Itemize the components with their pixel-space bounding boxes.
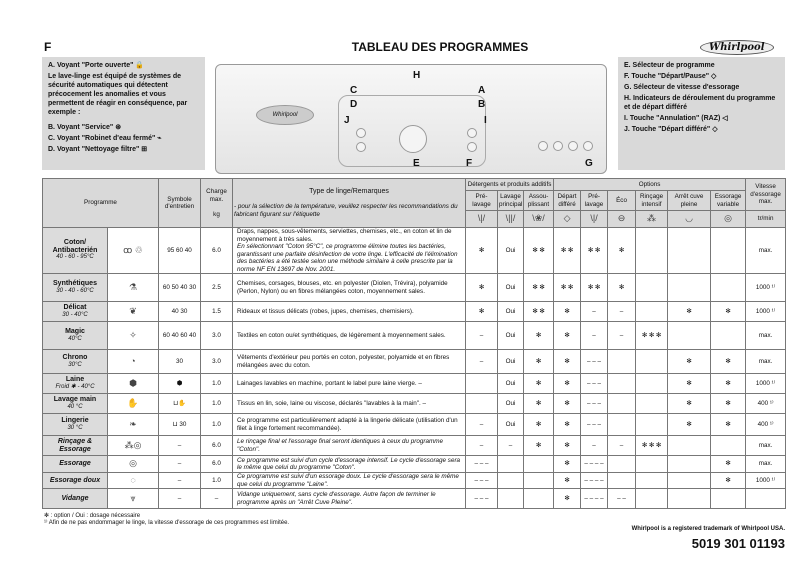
legend-h: H. Indicateurs de déroulement du programme et de départ différé <box>624 95 776 111</box>
option-cell-7 <box>668 322 711 350</box>
table-row <box>43 456 786 473</box>
program-selector-knob <box>399 125 427 153</box>
option-button-1 <box>538 141 548 151</box>
care-label: 30 <box>159 350 201 374</box>
program-name <box>43 489 108 509</box>
legend-a: A. Voyant "Porte ouverte" 🔒 <box>48 62 145 69</box>
option-cell-9 <box>746 489 786 509</box>
option-cell-7: ✻ <box>668 374 711 394</box>
program-name-label: Lingerie <box>61 417 89 424</box>
indicator-legend-left <box>42 57 205 170</box>
option-cell-9: max. <box>746 436 786 456</box>
table-row <box>43 394 786 414</box>
program-temperature: 30 °C <box>67 424 83 431</box>
option-cell-2: ✻ ✻ <box>524 228 554 274</box>
program-name-label: Délicat <box>63 304 87 311</box>
fabric-type-text: Lainages lavables en machine, portant le label pure laine vierge. – <box>237 379 422 387</box>
option-cell-7: ✻ <box>668 394 711 414</box>
program-temperature: 40 - 60 - 95°C <box>56 254 94 261</box>
option-cell-8: ✻ <box>711 350 746 374</box>
option-cell-9: 400 ¹⁾ <box>746 414 786 436</box>
label-b: B <box>478 99 486 110</box>
control-legend-right <box>618 57 785 170</box>
fabric-type <box>233 350 466 374</box>
option-cell-4: – – – – <box>581 473 608 489</box>
option-cell-2: ✻ ✻ <box>524 302 554 322</box>
charge-max: 1.0 <box>201 374 233 394</box>
option-cell-0: ✻ <box>466 274 498 302</box>
charge-max: 1.0 <box>201 414 233 436</box>
charge-max: 3.0 <box>201 350 233 374</box>
option-cell-4: – – – – <box>581 456 608 473</box>
charge-max: 6.0 <box>201 436 233 456</box>
legend-j: J. Touche "Départ différé" ◇ <box>624 126 718 133</box>
label-f: F <box>466 158 473 169</box>
option-cell-7: ✻ <box>668 302 711 322</box>
option-cell-5: – <box>608 436 636 456</box>
program-symbol-icon: ✧ <box>108 322 159 350</box>
program-name-label: Lavage main <box>53 396 97 403</box>
option-cell-1 <box>498 489 524 509</box>
program-name-label: Magic <box>65 328 85 335</box>
care-label: – <box>159 436 201 456</box>
option-cell-3: ✻ <box>554 436 581 456</box>
program-table <box>42 178 786 509</box>
program-name-label: Rinçage & Essorage <box>57 438 93 453</box>
option-cell-5 <box>608 374 636 394</box>
option-cell-5: ✻ <box>608 274 636 302</box>
subheader-icon-3: ◇ <box>554 211 581 228</box>
option-cell-0: – – – <box>466 456 498 473</box>
program-name <box>43 322 108 350</box>
option-cell-2: ✻ <box>524 436 554 456</box>
fabric-type <box>233 436 466 456</box>
program-temperature: 40°C <box>68 335 82 342</box>
option-cell-0: – <box>466 322 498 350</box>
option-cell-2 <box>524 456 554 473</box>
option-cell-7 <box>668 473 711 489</box>
subheader-icon-1: \||/ <box>498 211 524 228</box>
option-cell-7 <box>668 274 711 302</box>
fabric-type-note: Ce programme est suivi d'un cycle d'essorage intensif. Le cycle d'essorage sera le même que celui du programme "Coton". <box>237 456 461 471</box>
care-label: – <box>159 473 201 489</box>
option-cell-1: Oui <box>498 322 524 350</box>
fabric-type <box>233 302 466 322</box>
option-cell-3: ✻ <box>554 302 581 322</box>
fabric-type <box>233 456 466 473</box>
fabric-type-text: Tissus en lin, soie, laine ou viscose, déclarés "lavables à la main". – <box>237 399 427 407</box>
option-cell-1: Oui <box>498 228 524 274</box>
program-temperature: 30 - 40°C <box>62 311 88 318</box>
program-name-label: Coton/ Antibacterién <box>52 239 98 254</box>
table-row <box>43 473 786 489</box>
option-cell-7 <box>668 456 711 473</box>
fabric-type <box>233 473 466 489</box>
header-type-note: - pour la sélection de la température, veuillez respecter les recommandations du fabricant figurant sur l'étiquette <box>234 203 458 218</box>
option-cell-6: ✻ ✻ ✻ <box>636 436 668 456</box>
program-name-label: Vidange <box>61 494 89 502</box>
program-name <box>43 274 108 302</box>
subheader-1: Lavage principal <box>498 191 524 211</box>
subheader-icon-0: \|/ <box>466 211 498 228</box>
header-options: Options <box>554 179 746 191</box>
option-cell-3: ✻ <box>554 350 581 374</box>
program-name <box>43 228 108 274</box>
fabric-type-note: Vidange uniquement, sans cycle d'essorage. Autre façon de terminer le programme après un "Arrêt Cuve Pleine". <box>237 491 436 506</box>
option-cell-6 <box>636 489 668 509</box>
option-cell-6 <box>636 456 668 473</box>
option-cell-3: ✻ <box>554 414 581 436</box>
header-charge <box>201 179 233 228</box>
option-cell-5 <box>608 414 636 436</box>
charge-max: 1.0 <box>201 394 233 414</box>
fabric-type-text: Textiles en coton ou/et synthétiques, de légèrement à moyennement sales. <box>237 331 446 339</box>
option-cell-1 <box>498 456 524 473</box>
fabric-type-note: Le rinçage final et l'essorage final seront identiques à ceux du programme "Coton". <box>237 438 443 453</box>
footnote-option: ✻ : option / Oui : dosage nécessaire <box>44 513 141 519</box>
table-row <box>43 489 786 509</box>
option-cell-4: – – – <box>581 394 608 414</box>
option-cell-4: ✻ ✻ <box>581 228 608 274</box>
charge-max: 1.5 <box>201 302 233 322</box>
program-symbol-icon: ⬢ <box>108 374 159 394</box>
option-cell-8: ✻ <box>711 394 746 414</box>
option-cell-8: ✻ <box>711 414 746 436</box>
subheader-0: Pré-lavage <box>466 191 498 211</box>
option-cell-0 <box>466 394 498 414</box>
program-symbol-icon: ✋ <box>108 394 159 414</box>
program-name <box>43 436 108 456</box>
option-cell-7 <box>668 489 711 509</box>
option-cell-9: 1000 ¹⁾ <box>746 473 786 489</box>
option-cell-6 <box>636 228 668 274</box>
header-programme: Programme <box>43 179 159 228</box>
header-trmin: tr/min <box>746 211 786 228</box>
option-cell-5 <box>608 473 636 489</box>
fabric-type-text: Chemises, corsages, blouses, etc. en polyester (Diolen, Trévira), polyamide (Perlon, Nylon) ou en fibres mélangées coton, moyennement sales. <box>237 280 448 295</box>
option-cell-3: ✻ ✻ <box>554 228 581 274</box>
subheader-4: Pré-lavage <box>581 191 608 211</box>
option-cell-2: ✻ <box>524 374 554 394</box>
subheader-icon-7: ◡ <box>668 211 711 228</box>
header-kg: kg <box>213 210 220 218</box>
care-label: 60 50 40 30 <box>159 274 201 302</box>
spin-button <box>583 141 593 151</box>
option-cell-1: Oui <box>498 394 524 414</box>
care-label: – <box>159 456 201 473</box>
option-cell-0 <box>466 374 498 394</box>
page-title: TABLEAU DES PROGRAMMES <box>351 40 529 54</box>
subheader-8: Essorage variable <box>711 191 746 211</box>
option-cell-4: – <box>581 436 608 456</box>
program-name <box>43 473 108 489</box>
panel-brand-badge: Whirlpool <box>256 105 314 125</box>
cancel-button <box>467 128 477 138</box>
care-label: 60 40 60 40 <box>159 322 201 350</box>
option-cell-9: 1000 ¹⁾ <box>746 274 786 302</box>
option-cell-2: ✻ <box>524 394 554 414</box>
option-cell-1: – <box>498 436 524 456</box>
label-d: D <box>350 99 358 110</box>
charge-max: 6.0 <box>201 456 233 473</box>
option-cell-0: – <box>466 350 498 374</box>
label-a: A <box>478 85 486 96</box>
option-cell-8: ✻ <box>711 302 746 322</box>
option-cell-1 <box>498 473 524 489</box>
fabric-type-text: Vêtements d'extérieur peu portés en coton, polyester, polyamide et en fibres mélangées avec du coton. <box>237 354 450 369</box>
charge-max: 1.0 <box>201 473 233 489</box>
program-name <box>43 374 108 394</box>
option-cell-7: ✻ <box>668 414 711 436</box>
option-cell-7: ✻ <box>668 350 711 374</box>
option-cell-5 <box>608 350 636 374</box>
option-cell-8 <box>711 274 746 302</box>
header-type <box>233 179 466 228</box>
subheader-icon-8: ◎ <box>711 211 746 228</box>
option-cell-6 <box>636 414 668 436</box>
option-cell-8: ✻ <box>711 374 746 394</box>
program-symbol-icon: ꝏ ♲ <box>108 228 159 274</box>
option-cell-1: Oui <box>498 374 524 394</box>
option-cell-8 <box>711 322 746 350</box>
option-cell-0: – <box>466 414 498 436</box>
option-cell-5 <box>608 394 636 414</box>
option-cell-6 <box>636 473 668 489</box>
program-symbol-icon: ⚗ <box>108 274 159 302</box>
option-cell-5: – <box>608 302 636 322</box>
option-cell-9: max. <box>746 322 786 350</box>
option-cell-2: ✻ <box>524 414 554 436</box>
footnote-speed: ¹⁾ Afin de ne pas endommager le linge, la vitesse d'essorage de ces programmes est limitée. <box>44 520 290 526</box>
option-button-2 <box>553 141 563 151</box>
subheader-icon-5: ⊖ <box>608 211 636 228</box>
option-cell-8: ✻ <box>711 456 746 473</box>
program-name <box>43 456 108 473</box>
option-cell-5: ✻ <box>608 228 636 274</box>
option-cell-2: ✻ ✻ <box>524 274 554 302</box>
fabric-type <box>233 374 466 394</box>
program-name <box>43 302 108 322</box>
header-type-label: Type de linge/Remarques <box>309 188 389 195</box>
care-label: ⊔✋ <box>159 394 201 414</box>
fabric-type <box>233 274 466 302</box>
option-cell-0: – – – <box>466 473 498 489</box>
legend-d: D. Voyant "Nettoyage filtre" ⊞ <box>48 146 148 153</box>
option-cell-7 <box>668 228 711 274</box>
program-symbol-icon: ◔ <box>108 350 159 374</box>
label-j: J <box>344 115 350 126</box>
option-cell-6 <box>636 274 668 302</box>
option-cell-5: – <box>608 322 636 350</box>
option-cell-3: ✻ ✻ <box>554 274 581 302</box>
care-label: – <box>159 489 201 509</box>
page-letter: F <box>44 40 52 54</box>
legend-b: B. Voyant "Service" ⊛ <box>48 124 122 131</box>
fabric-type-note: Ce programme est suivi d'un essorage doux. Le cycle d'essorage sera le même que celui du programme "Laine". <box>237 473 459 488</box>
fabric-type-text: Rideaux et tissus délicats (robes, jupes, chemises, chemisiers). <box>237 307 414 315</box>
program-name-label: Synthétiques <box>53 280 97 287</box>
subheader-2: Assou-plissant <box>524 191 554 211</box>
option-cell-0: – <box>466 436 498 456</box>
legend-e: E. Sélecteur de programme <box>624 62 715 69</box>
program-symbol-icon: ❧ <box>108 414 159 436</box>
option-cell-3: ✻ <box>554 489 581 509</box>
program-name-label: Essorage <box>59 460 91 468</box>
program-name-label: Laine <box>65 376 85 383</box>
option-cell-3: ✻ <box>554 456 581 473</box>
program-name <box>43 350 108 374</box>
control-panel-diagram <box>215 64 607 174</box>
table-row <box>43 414 786 436</box>
legend-c: C. Voyant "Robinet d'eau fermé" ⌁ <box>48 135 162 142</box>
care-label: ⬢ <box>159 374 201 394</box>
option-cell-9: max. <box>746 350 786 374</box>
program-symbol-icon: ⁂◎ <box>108 436 159 456</box>
whirlpool-logo: Whirlpool <box>700 40 774 55</box>
charge-max: 6.0 <box>201 228 233 274</box>
option-cell-2: ✻ <box>524 322 554 350</box>
subheader-3: Départ différé <box>554 191 581 211</box>
option-cell-2 <box>524 473 554 489</box>
fabric-type-text: Ce programme est particulièrement adapté à la lingerie délicate (utilisation d'un filet à linge fortement recommandée). <box>237 417 458 432</box>
option-cell-3: ✻ <box>554 374 581 394</box>
option-cell-4: – – – – <box>581 489 608 509</box>
option-cell-9: max. <box>746 456 786 473</box>
header-charge-label: Charge max. <box>206 188 227 203</box>
care-label: 40 30 <box>159 302 201 322</box>
fabric-type <box>233 489 466 509</box>
option-cell-4: – – – <box>581 350 608 374</box>
option-button-3 <box>568 141 578 151</box>
option-cell-2: ✻ <box>524 350 554 374</box>
legend-f: F. Touche "Départ/Pause" ◇ <box>624 73 717 80</box>
option-cell-4: – <box>581 322 608 350</box>
label-h: H <box>413 70 421 81</box>
header-symbole: Symbole d'entretien <box>159 179 201 228</box>
label-c: C <box>350 85 358 96</box>
option-cell-3: ✻ <box>554 394 581 414</box>
option-cell-9: 1000 ¹⁾ <box>746 374 786 394</box>
table-row <box>43 228 786 274</box>
program-temperature: 30°C <box>68 361 82 368</box>
fabric-type <box>233 228 466 274</box>
label-i: I <box>484 115 487 126</box>
option-cell-1: Oui <box>498 302 524 322</box>
footnotes <box>44 513 289 527</box>
legend-intro: Le lave-linge est équipé de systèmes de sécurité automatiques qui détectent précocement les anomalies et vous permettent de réagir en conséquence, par exemple : <box>48 73 188 116</box>
table-row <box>43 436 786 456</box>
option-cell-5 <box>608 456 636 473</box>
subheader-5: Éco <box>608 191 636 211</box>
trademark-note: Whirlpool is a registered trademark of Whirlpool USA. <box>631 526 785 532</box>
fabric-type-note: En sélectionnant "Coton 95°C", ce programme élimine toutes les bactéries, garantissant une parfaite désinfection de votre linge. L'efficacité de l'élimination des bactéries a été testée selon une méthode similaire à celle prescrite par la norme NF EN 13697 de Nov. 2001. <box>237 243 458 273</box>
option-cell-9: 400 ¹⁾ <box>746 394 786 414</box>
fabric-type <box>233 414 466 436</box>
fabric-type <box>233 394 466 414</box>
option-cell-6: ✻ ✻ ✻ <box>636 322 668 350</box>
option-cell-2 <box>524 489 554 509</box>
option-cell-4: ✻ ✻ <box>581 274 608 302</box>
legend-g: G. Sélecteur de vitesse d'essorage <box>624 84 740 91</box>
fabric-type <box>233 322 466 350</box>
delay-button <box>356 128 366 138</box>
header-vitesse: Vitesse d'essorage max. <box>746 179 786 211</box>
header-detergents: Détergents et produits additifs <box>466 179 554 191</box>
option-cell-7 <box>668 436 711 456</box>
option-cell-6 <box>636 302 668 322</box>
program-temperature: 40 °C <box>67 403 83 410</box>
subheader-6: Rinçage intensif <box>636 191 668 211</box>
option-cell-9: 1000 ¹⁾ <box>746 302 786 322</box>
table-row <box>43 322 786 350</box>
table-row <box>43 374 786 394</box>
fabric-type-text: Draps, nappes, sous-vêtements, serviettes, chemises, etc., en coton et lin de moyennement à très sales. <box>237 228 452 243</box>
care-label: ⊔ 30 <box>159 414 201 436</box>
option-cell-1: Oui <box>498 350 524 374</box>
charge-max: 3.0 <box>201 322 233 350</box>
program-name <box>43 414 108 436</box>
table-row <box>43 350 786 374</box>
option-cell-6 <box>636 374 668 394</box>
program-symbol-icon: ◎ <box>108 456 159 473</box>
option-cell-1: Oui <box>498 414 524 436</box>
subheader-icon-4: \|/ <box>581 211 608 228</box>
option-cell-0: – – – <box>466 489 498 509</box>
option-cell-0: ✻ <box>466 228 498 274</box>
program-symbol-icon: ❦ <box>108 302 159 322</box>
option-cell-8: ✻ <box>711 473 746 489</box>
program-temperature: 30 - 40 - 60°C <box>56 287 94 294</box>
option-cell-1: Oui <box>498 274 524 302</box>
label-e: E <box>413 158 420 169</box>
program-name-label: Essorage doux <box>49 476 101 484</box>
option-cell-0: ✻ <box>466 302 498 322</box>
legend-i: I. Touche "Annulation" (RAZ) ◁ <box>624 115 728 122</box>
program-temperature: Froid ✱ - 40°C <box>55 383 95 390</box>
table-row <box>43 302 786 322</box>
option-cell-8 <box>711 436 746 456</box>
option-cell-8 <box>711 228 746 274</box>
program-name-label: Chrono <box>62 354 88 361</box>
option-cell-5: – – <box>608 489 636 509</box>
option-cell-4: – – – <box>581 414 608 436</box>
option-cell-6 <box>636 394 668 414</box>
option-cell-4: – – – <box>581 374 608 394</box>
care-label: 95 60 40 <box>159 228 201 274</box>
subheader-icon-2: \❀/ <box>524 211 554 228</box>
document-code: 5019 301 01193 <box>691 536 785 551</box>
option-cell-8 <box>711 489 746 509</box>
start-pause-button <box>467 142 477 152</box>
option-cell-3: ✻ <box>554 322 581 350</box>
option-cell-9: max. <box>746 228 786 274</box>
program-name <box>43 394 108 414</box>
option-cell-3: ✻ <box>554 473 581 489</box>
subheader-7: Arrêt cuve pleine <box>668 191 711 211</box>
charge-max: – <box>201 489 233 509</box>
program-symbol-icon: ⩔ <box>108 489 159 509</box>
program-symbol-icon: ◌ <box>108 473 159 489</box>
subheader-icon-6: ⁂ <box>636 211 668 228</box>
option-cell-4: – <box>581 302 608 322</box>
charge-max: 2.5 <box>201 274 233 302</box>
table-row <box>43 274 786 302</box>
label-g: G <box>585 158 593 169</box>
option-cell-6 <box>636 350 668 374</box>
button-j2 <box>356 142 366 152</box>
